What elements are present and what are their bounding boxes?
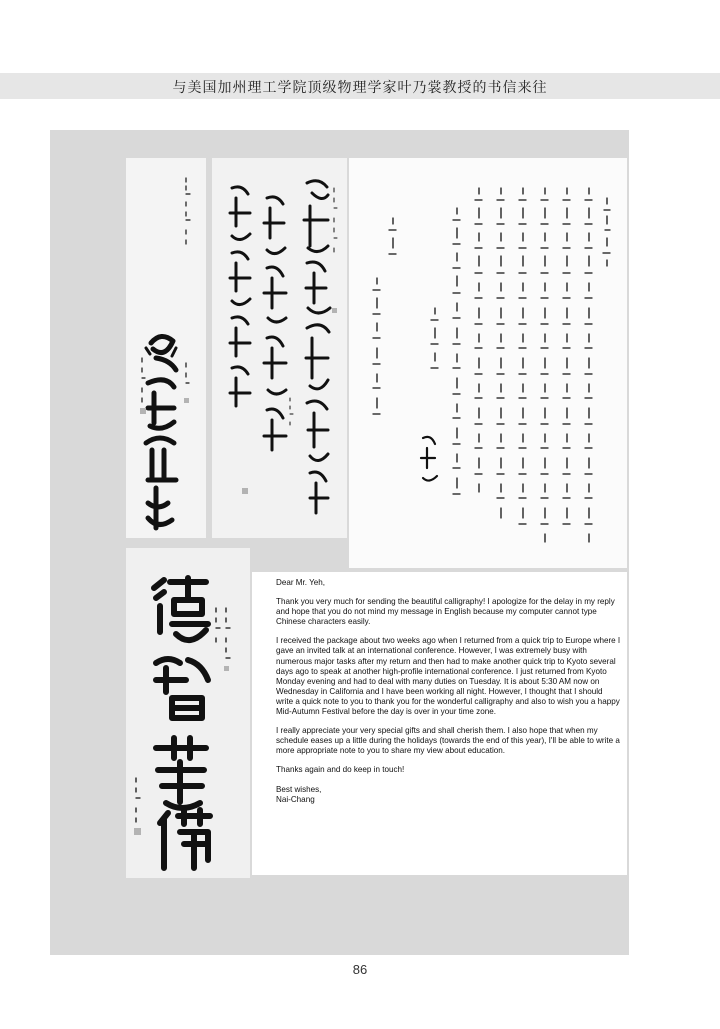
page-header-title: 与美国加州理工学院顶级物理学家叶乃裳教授的书信来往 [172, 80, 548, 96]
calligraphy-scroll-1-image [126, 158, 206, 538]
letter-signature: Nai-Chang [276, 794, 315, 804]
letter-paragraph-3: I really appreciate your very special gifts and shall cherish them. I also hope that when my schedule eases up a little during the holidays (towards the end of this year), I'll be able to write a more appropriate note to you to share my view about education. [276, 726, 620, 756]
letter-closing: Best wishes, [276, 784, 322, 794]
letter-paragraph-1: Thank you very much for sending the beautiful calligraphy! I apologize for the delay in my reply and hope that you do not mind my message in English because my computer cannot type Chinese characters easily. [276, 597, 615, 627]
letter-paragraph-2: I received the package about two weeks ago when I returned from a quick trip to Europe where I gave an invited talk at an international conference. However, I was extremely busy with numerous major tasks after my return and then had to make another quick trip to Kyoto several days ago to speak at another high-profile international conference. I just returned from Kyoto Monday evening and had to deal with many duties on Tuesday. It is about 5:30 AM now on Wednesday in California and I have been working all night. However, I thought that I should write a quick note to you to thank you for the wonderful calligraphy and also to wish you a happy Mid-Autumn Festival before the day is over in your time zone. [276, 636, 621, 717]
letter-paragraph-4: Thanks again and do keep in touch! [276, 765, 405, 775]
page-number: 86 [352, 962, 368, 977]
calligraphy-scroll-1 [126, 158, 206, 538]
calligraphy-scroll-2-image [212, 158, 347, 538]
handwritten-letter [349, 158, 627, 568]
handwritten-letter-image [349, 158, 627, 568]
english-letter [252, 572, 627, 875]
calligraphy-scroll-3-image [126, 548, 250, 878]
letter-greeting: Dear Mr. Yeh, [276, 578, 326, 587]
calligraphy-scroll-2 [212, 158, 347, 538]
calligraphy-scroll-3 [126, 548, 250, 878]
